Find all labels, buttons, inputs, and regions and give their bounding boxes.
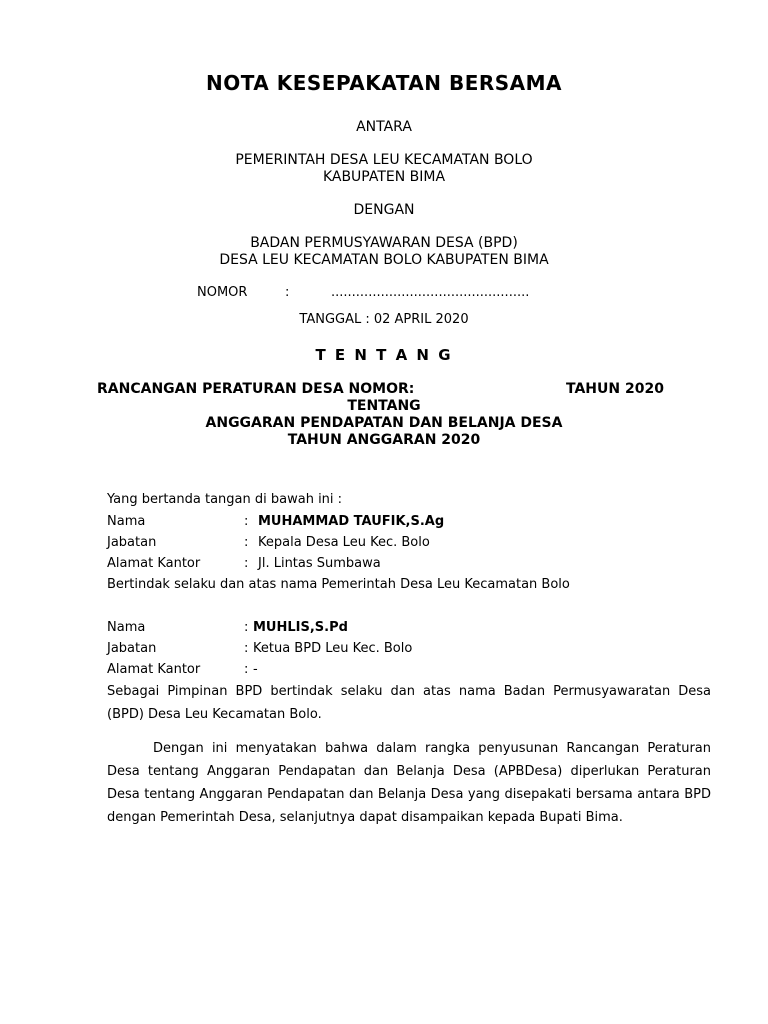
first-party-acting: Bertindak selaku dan atas nama Pemerintah Desa Leu Kecamatan Bolo: [107, 577, 570, 592]
field-label: Jabatan: [107, 641, 157, 656]
document-title: NOTA KESEPAKATAN BERSAMA: [205, 71, 563, 95]
nomor-colon: :: [285, 285, 290, 300]
party2-line1: BADAN PERMUSYAWARAN DESA (BPD): [250, 235, 518, 251]
field-colon: :: [244, 662, 249, 677]
subject-line1-right: TAHUN 2020: [566, 381, 664, 397]
antara-text: ANTARA: [356, 119, 412, 135]
field-label: Alamat Kantor: [107, 556, 201, 571]
statement-paragraph: Dengan ini menyatakan bahwa dalam rangka penyusunan Rancangan Peraturan Desa tentang Anggaran Pendapatan dan Belanja Desa (APBDesa) diperlukan Peraturan Desa tentang Anggaran Pendapatan dan Belanja Desa yang disepakati bersama antara BPD dengan Pemerintah Desa, selanjutnya dapat disampaikan kepada Bupati Bima.: [107, 741, 711, 825]
field-colon: :: [244, 535, 249, 550]
first-party-position: Kepala Desa Leu Kec. Bolo: [258, 535, 430, 550]
second-party-position: Ketua BPD Leu Kec. Bolo: [253, 641, 413, 656]
field-label: Nama: [107, 620, 146, 635]
subject-line3: ANGGARAN PENDAPATAN DAN BELANJA DESA: [205, 415, 563, 431]
intro-text: Yang bertanda tangan di bawah ini :: [107, 492, 343, 507]
tanggal-line: TANGGAL : 02 APRIL 2020: [299, 312, 469, 327]
party2-line2: DESA LEU KECAMATAN BOLO KABUPATEN BIMA: [219, 252, 549, 268]
field-colon: :: [244, 641, 249, 656]
field-colon: :: [244, 620, 249, 635]
field-colon: :: [244, 556, 249, 571]
second-party-name: MUHLIS,S.Pd: [253, 620, 348, 635]
field-colon: :: [244, 514, 249, 529]
nomor-label: NOMOR: [197, 285, 248, 300]
first-party-name: MUHAMMAD TAUFIK,S.Ag: [258, 514, 445, 529]
party1-line1: PEMERINTAH DESA LEU KECAMATAN BOLO: [235, 152, 533, 168]
party1-line2: KABUPATEN BIMA: [322, 169, 446, 185]
first-party-address: Jl. Lintas Sumbawa: [258, 556, 381, 571]
tentang-heading: T E N T A N G: [315, 346, 453, 364]
field-label: Alamat Kantor: [107, 662, 201, 677]
second-party-acting: Sebagai Pimpinan BPD bertindak selaku dan atas nama Badan Permusyawaratan Desa (BPD) Desa Leu Kecamatan Bolo.: [107, 684, 711, 722]
dengan-text: DENGAN: [353, 202, 415, 218]
subject-line2: TENTANG: [347, 398, 421, 414]
subject-line1-left: RANCANGAN PERATURAN DESA NOMOR:: [97, 381, 415, 397]
second-party-address: -: [253, 662, 258, 677]
nomor-value: ................................................: [331, 285, 530, 300]
field-label: Nama: [107, 514, 146, 529]
subject-line4: TAHUN ANGGARAN 2020: [287, 432, 481, 448]
field-label: Jabatan: [107, 535, 157, 550]
